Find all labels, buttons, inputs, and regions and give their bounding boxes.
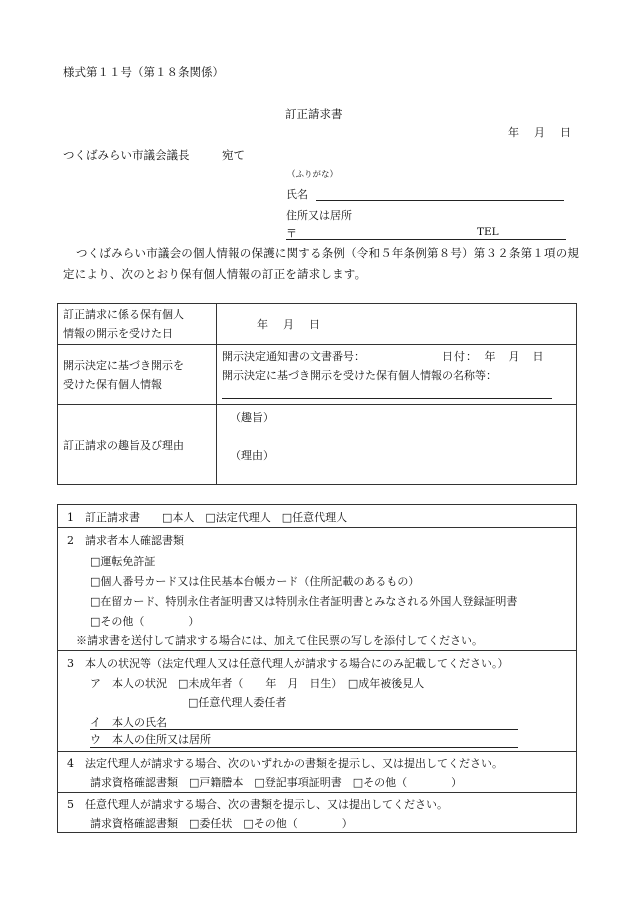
section-1[interactable]: 1 訂正請求書 □本人 □法定代理人 □任意代理人 [67, 511, 348, 524]
requester-verification-box [57, 504, 577, 833]
purpose-reason-value[interactable] [217, 405, 577, 485]
section-divider [58, 792, 576, 793]
reason-label: （理由） [230, 449, 274, 462]
document-title: 訂正請求書 [285, 107, 343, 121]
purpose-label: （趣旨） [230, 411, 274, 424]
postal-mark: 〒 [286, 227, 297, 240]
section-3-delegator[interactable]: □任意代理人委任者 [188, 696, 287, 709]
id-residence-card[interactable]: □在留カード、特別永住者証明書又は特別永住者証明書とみなされる外国人登録証明書 [90, 595, 518, 608]
section-divider [58, 527, 576, 528]
section-3-address-label: ウ 本人の住所又は居所 [90, 733, 211, 746]
section-3-title: 3 本人の状況等（法定代理人又は任意代理人が請求する場合にのみ記載してください。） [67, 657, 509, 670]
name-field-line[interactable] [316, 200, 564, 201]
intro-paragraph: つくばみらい市議会の個人情報の保護に関する条例（令和５年条例第８号）第３２条第１項の規定により、次のとおり保有個人情報の訂正を請求します。 [63, 246, 580, 281]
addressee: つくばみらい市議会議長 [63, 148, 190, 162]
section-4-documents[interactable]: 請求資格確認書類 □戸籍謄本 □登記事項証明書 □その他（ ） [90, 776, 463, 789]
section-2-note: ※請求書を送付して請求する場合には、加えて住民票の写しを添付してください。 [76, 634, 483, 647]
id-drivers-license[interactable]: □運転免許証 [90, 555, 156, 568]
request-details-table [57, 303, 577, 485]
info-name-label: 開示決定に基づき開示を受けた保有個人情報の名称等： [222, 369, 497, 382]
principal-name-line[interactable] [90, 729, 518, 730]
address-label: 住所又は居所 [286, 209, 352, 222]
received-date-label: 訂正請求に係る保有個人 情報の開示を受けた日 [58, 304, 217, 345]
section-5-documents[interactable]: 請求資格確認書類 □委任状 □その他（ ） [90, 817, 353, 830]
request-date: 年 月 日 [508, 126, 573, 139]
addressee-suffix: 宛て [222, 148, 245, 162]
notice-date-label: 日付： 年 月 日 [442, 350, 545, 363]
section-divider [58, 751, 576, 752]
received-date-value[interactable]: 年 月 日 [217, 304, 577, 345]
section-2-title: 2 請求者本人確認書類 [67, 534, 184, 547]
name-label: 氏名 [286, 188, 308, 201]
disclosed-info-value[interactable] [217, 345, 577, 405]
furigana-label: （ふりがな） [287, 170, 339, 180]
notice-number-label: 開示決定通知書の文書番号： [222, 350, 365, 363]
form-number: 様式第１１号（第１８条関係） [63, 65, 224, 79]
disclosed-info-label: 開示決定に基づき開示を 受けた保有個人情報 [58, 345, 217, 405]
tel-label: TEL [477, 226, 499, 238]
address-field-line[interactable] [286, 239, 566, 240]
section-divider [58, 650, 576, 651]
section-3-name-label: イ 本人の氏名 [90, 716, 167, 729]
section-4-title: 4 法定代理人が請求する場合、次のいずれかの書類を提示し、又は提出してください。 [67, 757, 503, 770]
principal-address-line[interactable] [90, 747, 518, 748]
id-other[interactable]: □その他（ ） [90, 615, 200, 628]
section-5-title: 5 任意代理人が請求する場合、次の書類を提示し、又は提出してください。 [67, 798, 448, 811]
purpose-reason-label: 訂正請求の趣旨及び理由 [58, 405, 217, 485]
info-name-line[interactable] [222, 398, 552, 399]
section-3-status[interactable]: ア 本人の状況 □未成年者（ 年 月 日生） □成年被後見人 [90, 677, 425, 690]
id-number-card[interactable]: □個人番号カード又は住民基本台帳カード（住所記載のあるもの） [90, 575, 420, 588]
